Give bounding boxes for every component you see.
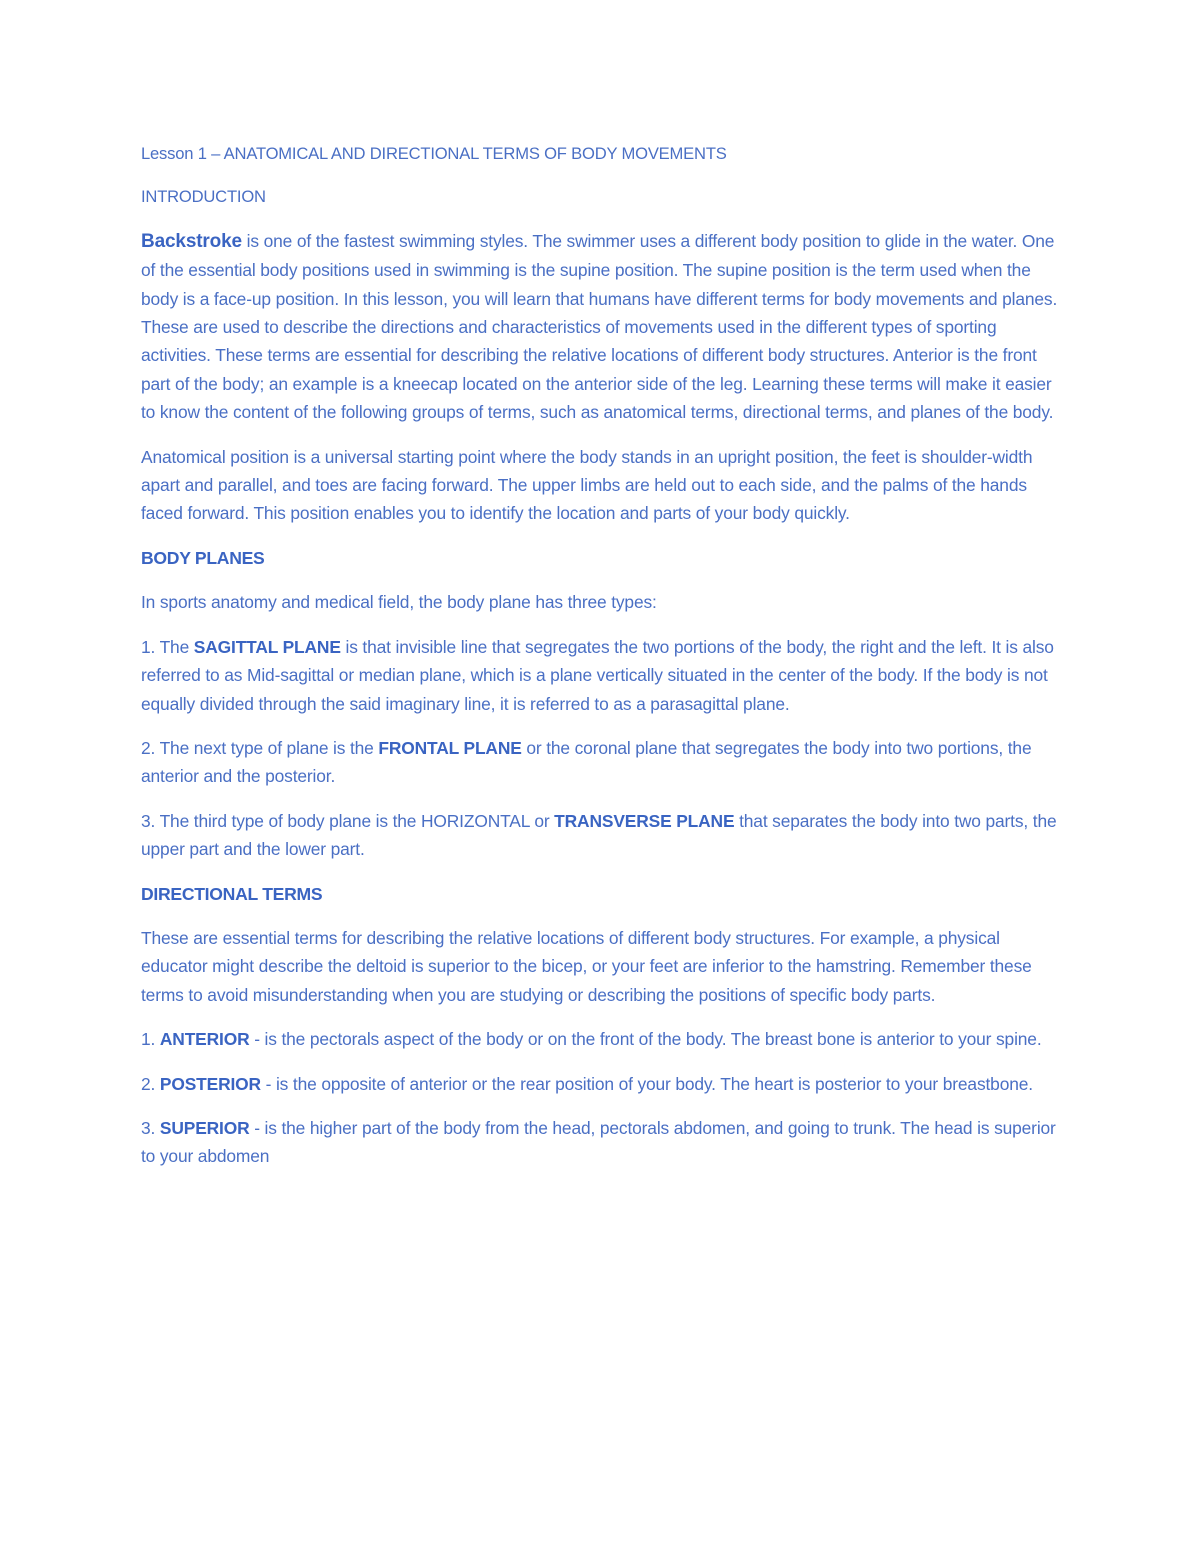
directional-terms-heading: DIRECTIONAL TERMS [141,883,323,904]
body-plane-item-sagittal: 1. The SAGITTAL PLANE is that invisible line that segregates the two portions of the body, the right and the left. It is also referred to as Mid-sagittal or median plane, which is a plane vertically situated in the center of the body. If the body is not equally divided through the said imaginary line, it is referred to as a parasagittal plane. [141,636,1054,714]
body-plane-item-transverse: 3. The third type of body plane is the HORIZONTAL or TRANSVERSE PLANE that separates the body into two parts, the upper part and the lower part. [141,810,1057,860]
lesson-title: Lesson 1 – ANATOMICAL AND DIRECTIONAL TERMS OF BODY MOVEMENTS [141,144,727,163]
sagittal-plane-term: SAGITTAL PLANE [193,636,341,657]
backstroke-term: Backstroke [141,230,242,252]
directional-item-anterior: 1. ANTERIOR - is the pectorals aspect of the body or on the front of the body. The breast bone is anterior to your spine. [141,1029,1042,1050]
directional-item-posterior: 2. POSTERIOR - is the opposite of anterior or the rear position of your body. The heart is posterior to your breastbone. [141,1073,1033,1094]
superior-term: SUPERIOR [159,1117,250,1138]
document-page [141,140,1061,1187]
directional-terms-intro: These are essential terms for describing the relative locations of different body structures. For example, a physical educator might describe the deltoid is superior to the bicep, or your feet are inferior to the hamstring. Remember these terms to avoid misunderstanding when you are studying or describing the positions of specific body parts. [141,927,1032,1005]
body-plane-item-frontal: 2. The next type of plane is the FRONTAL PLANE or the coronal plane that segregates the body into two portions, the anterior and the posterior. [141,737,1032,787]
body-planes-intro: In sports anatomy and medical field, the body plane has three types: [141,592,657,613]
anatomical-position-paragraph: Anatomical position is a universal starting point where the body stands in an upright position, the feet is shoulder-width apart and parallel, and toes are facing forward. The upper limbs are held out to each side, and the palms of the hands faced forward. This position enables you to identify the location and parts of your body quickly. [141,446,1033,524]
posterior-term: POSTERIOR [159,1073,261,1094]
transverse-plane-term: TRANSVERSE PLANE [554,810,735,831]
anterior-term: ANTERIOR [159,1029,250,1050]
introduction-text: is one of the fastest swimming styles. The swimmer uses a different body position to glide in the water. One of the essential body positions used in swimming is the supine position. The supine position is the term used when the body is a face-up position. In this lesson, you will learn that humans have different terms for body movements and planes. These are used to describe the directions and characteristics of movements used in the different types of sporting activities. These terms are essential for describing the relative locations of different body structures. Anterior is the front part of the body; an example is a kneecap located on the anterior side of the leg. Learning these terms will make it easier to know the content of the following groups of terms, such as anatomical terms, directional terms, and planes of the body. [141,230,1058,423]
directional-item-superior: 3. SUPERIOR - is the higher part of the body from the head, pectorals abdomen, and going to trunk. The head is superior to your abdomen [141,1117,1056,1167]
body-planes-heading: BODY PLANES [141,547,265,568]
introduction-heading: INTRODUCTION [141,187,266,207]
frontal-plane-term: FRONTAL PLANE [378,737,522,758]
introduction-paragraph [141,227,1061,427]
